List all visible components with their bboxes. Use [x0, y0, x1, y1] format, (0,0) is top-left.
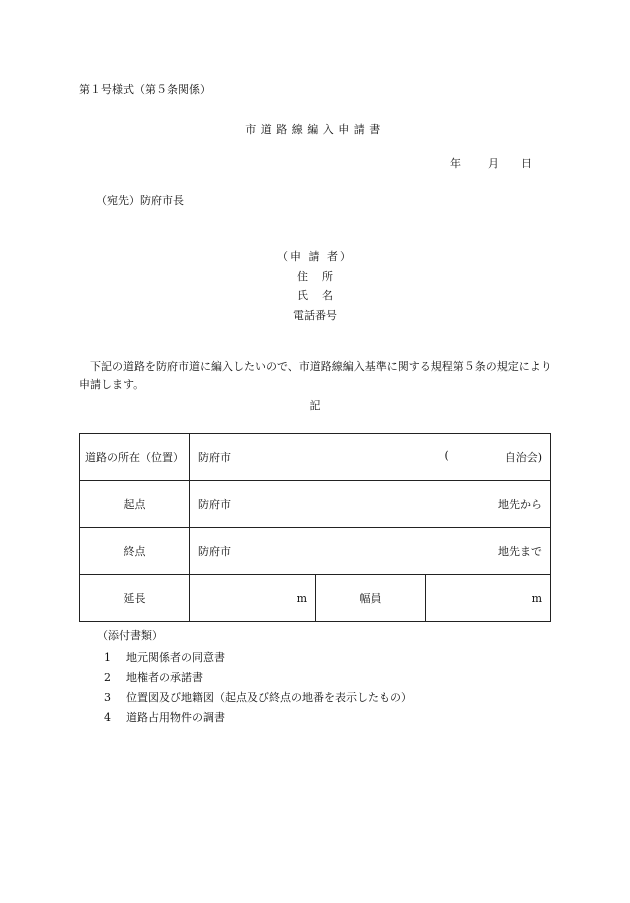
length-unit: m: [296, 591, 307, 605]
attachment-text: 地元関係者の同意書: [126, 651, 225, 664]
applicant-heading: （申 請 者）: [277, 250, 353, 263]
location-jichikai: 自治会): [504, 451, 543, 464]
address-label: 住所: [297, 269, 347, 283]
date-day: 日: [521, 157, 532, 170]
attachment-text: 地権者の承諾書: [126, 671, 203, 684]
attachment-number: 2: [104, 671, 111, 684]
form-number: 第１号様式（第５条関係）: [79, 83, 211, 96]
end-city: 防府市: [198, 545, 231, 558]
attachment-text: 道路占用物件の調書: [126, 711, 225, 724]
date-line: [450, 155, 532, 171]
length-width-row: [80, 575, 551, 622]
end-row: [80, 528, 551, 575]
location-label: 道路の所在（位置）: [80, 434, 190, 481]
application-statement: 下記の道路を防府市道に編入したいので、市道路線編入基準に関する規程第５条の規定により申請します。: [79, 360, 552, 391]
attachment-item: [104, 709, 225, 725]
location-city: 防府市: [198, 451, 231, 464]
road-info-table: [79, 433, 551, 622]
start-label: 起点: [80, 481, 190, 528]
phone-label: 電話番号: [293, 308, 337, 322]
width-unit: m: [531, 591, 543, 605]
start-value-cell[interactable]: [190, 481, 551, 528]
location-value-cell[interactable]: [190, 434, 551, 481]
applicant-block: [0, 247, 630, 325]
width-value-cell[interactable]: [426, 575, 551, 622]
date-year: 年: [450, 157, 461, 170]
length-label: 延長: [80, 575, 190, 622]
start-row: [80, 481, 551, 528]
attachment-number: 3: [104, 691, 111, 704]
location-paren-open: (: [444, 449, 449, 462]
location-row: [80, 434, 551, 481]
attachment-item: [104, 689, 412, 705]
start-city: 防府市: [198, 498, 231, 511]
attachment-number: 1: [104, 651, 111, 664]
length-value-cell[interactable]: [190, 575, 316, 622]
document-title: 市道路線編入申請書: [245, 123, 385, 136]
name-label: 氏名: [297, 289, 347, 302]
attachments-heading: （添付書類）: [97, 629, 163, 642]
end-value-cell[interactable]: [190, 528, 551, 575]
ki-heading: 記: [309, 399, 321, 412]
addressee: （宛先）防府市長: [96, 194, 184, 207]
start-suffix: 地先から: [498, 498, 543, 511]
attachment-text: 位置図及び地籍図（起点及び終点の地番を表示したもの）: [126, 691, 412, 704]
attachment-item: [104, 669, 203, 685]
end-suffix: 地先まで: [498, 545, 543, 558]
width-label: 幅員: [316, 575, 426, 622]
end-label: 終点: [80, 528, 190, 575]
date-month: 月: [488, 157, 499, 170]
attachment-number: 4: [104, 711, 111, 724]
attachment-item: [104, 649, 225, 665]
